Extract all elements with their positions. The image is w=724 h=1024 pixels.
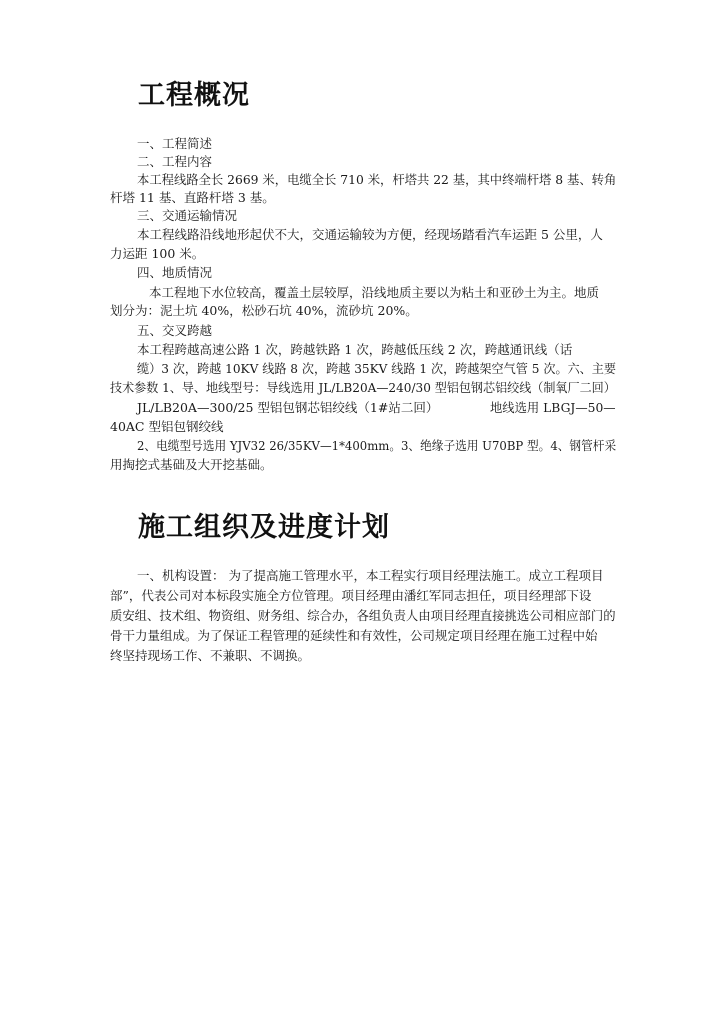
paragraph-line: 杆塔 11 基、直路杆塔 3 基。 — [110, 190, 275, 205]
paragraph-line: 一、机构设置： 为了提高施工管理水平，本工程实行项目经理法施工。成立工程项目 — [137, 568, 604, 583]
section-title-organization: 施工组织及进度计划 — [138, 512, 390, 543]
section-title-overview: 工程概况 — [138, 80, 250, 111]
item-transport: 三、交通运输情况 — [137, 208, 238, 223]
paragraph-line: 本工程线路沿线地形起伏不大，交通运输较为方便，经现场踏看汽车运距 5 公里，人 — [137, 227, 603, 242]
item-project-content: 二、工程内容 — [137, 154, 213, 169]
paragraph-line: 部”，代表公司对本标段实施全方位管理。项目经理由潘红军同志担任，项目经理部下设 — [110, 588, 592, 603]
paragraph-line: 用掏挖式基础及大开挖基础。 — [110, 457, 273, 472]
paragraph-line: 骨干力量组成。为了保证工程管理的延续性和有效性，公司规定项目经理在施工过程中始 — [110, 628, 598, 643]
item-crossings: 五、交叉跨越 — [137, 323, 213, 338]
paragraph-line: 缆）3 次，跨越 10KV 线路 8 次，跨越 35KV 线路 1 次，跨越架空气管 5 次。六、主要 — [137, 361, 617, 376]
paragraph-line: 本工程地下水位较高，覆盖土层较厚，沿线地质主要以为粘土和亚砂土为主。地质 — [149, 285, 600, 300]
paragraph-line: 40AC 型铝包钢绞线 — [110, 419, 224, 434]
paragraph-line: 2、电缆型号选用 YJV32 26/35KV—1*400mm。3、绝缘子选用 U70BP 型。4、钢管杆采 — [137, 438, 617, 453]
item-geology: 四、地质情况 — [137, 265, 213, 280]
paragraph-line: 质安组、技术组、物资组、财务组、综合办，各组负责人由项目经理直接挑选公司相应部门的 — [110, 608, 616, 623]
paragraph-line: 本工程线路全长 2669 米，电缆全长 710 米，杆塔共 22 基，其中终端杆塔 8 基、转角 — [137, 172, 617, 187]
item-project-brief: 一、工程简述 — [137, 136, 213, 151]
paragraph-line: 技术参数 1、导、地线型号：导线选用 JL/LB20A—240/30 型铝包钢芯铝绞线（制氧厂二回） — [110, 380, 616, 395]
paragraph-line: JL/LB20A—300/25 型铝包钢芯铝绞线（1#站二回） — [137, 400, 439, 415]
paragraph-line: 地线选用 LBGJ—50— — [490, 400, 616, 415]
paragraph-line: 本工程跨越高速公路 1 次，跨越铁路 1 次，跨越低压线 2 次，跨越通讯线（话 — [137, 342, 573, 357]
paragraph-line: 力运距 100 米。 — [110, 246, 205, 261]
paragraph-line: 终坚持现场工作、不兼职、不调换。 — [110, 648, 311, 663]
paragraph-line: 划分为：泥土坑 40%，松砂石坑 40%，流砂坑 20%。 — [110, 303, 418, 318]
